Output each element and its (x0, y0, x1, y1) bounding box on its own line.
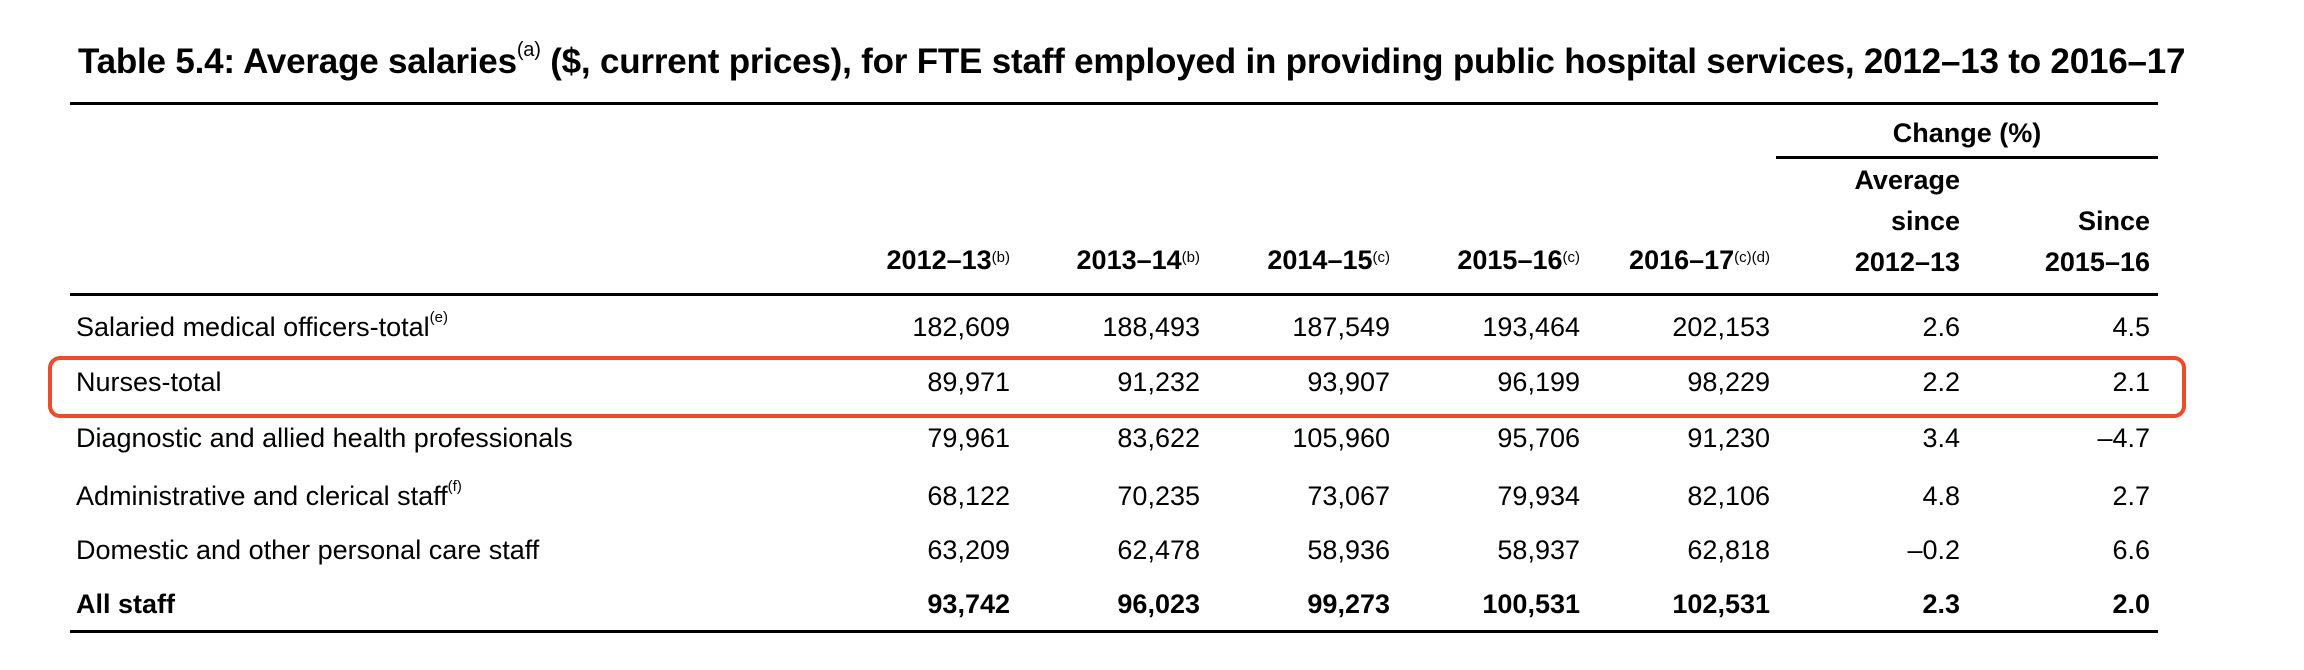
cell-2014-15: 93,907 (1307, 367, 1390, 397)
row-label: Diagnostic and allied health professionals (76, 423, 573, 453)
cell-2013-14: 83,622 (1117, 423, 1200, 453)
cell-2012-13: 63,209 (927, 535, 1010, 565)
cell-2012-13: 89,971 (927, 367, 1010, 397)
cell-2012-13: 79,961 (927, 423, 1010, 453)
change-rule (1776, 156, 2158, 159)
change-group-header: Change (%) (1892, 118, 2042, 148)
title-text: Table 5.4: Average salaries (78, 42, 517, 81)
cell-since-change: –4.7 (2097, 423, 2150, 453)
cell-since-change: 6.6 (2112, 535, 2150, 565)
col-header-since: Since 2015–16 (2044, 206, 2150, 277)
cell-2012-13: 68,122 (927, 481, 1010, 511)
row-label: Administrative and clerical staff$^{(f)}$ (76, 478, 462, 511)
cell-2016-17: 98,229 (1687, 367, 1770, 397)
cell-since-change: 2.0 (2112, 589, 2150, 619)
cell-2016-17: 62,818 (1687, 535, 1770, 565)
cell-2013-14: 96,023 (1117, 589, 1200, 619)
cell-avg-change: 2.2 (1922, 367, 1960, 397)
col-header-2012-13: 2012–13$^{(b)}$ (886, 245, 1010, 275)
col-header-2015-16: 2015–16$^{(c)}$ (1457, 245, 1580, 275)
cell-2014-15: 58,936 (1307, 535, 1390, 565)
cell-2016-17: 82,106 (1687, 481, 1770, 511)
cell-2014-15: 73,067 (1307, 481, 1390, 511)
cell-avg-change: –0.2 (1907, 535, 1960, 565)
table-title (78, 39, 2186, 82)
cell-since-change: 4.5 (2112, 312, 2150, 342)
row-label: Domestic and other personal care staff (76, 535, 540, 565)
row-label: Nurses-total (76, 367, 222, 397)
col-header-2016-17: $2016-17^{(c)(d)}$ (1629, 245, 1770, 275)
cell-2016-17: 102,531 (1672, 589, 1770, 619)
cell-2015-16: 100,531 (1482, 589, 1580, 619)
cell-2013-14: 70,235 (1117, 481, 1200, 511)
top-rule (70, 102, 2158, 105)
cell-since-change: 2.1 (2112, 367, 2150, 397)
cell-2012-13: 93,742 (927, 589, 1010, 619)
title-text-rest: ($, current prices), for FTE staff employed in providing public hospital services, 2012–13 to 2016–17 (540, 42, 2186, 81)
cell-avg-change: 4.8 (1922, 481, 1960, 511)
cell-2015-16: 79,934 (1497, 481, 1580, 511)
row-label: All staff (76, 589, 176, 619)
col-header-2013-14: 2013–14$^{(b)}$ (1076, 245, 1200, 275)
cell-2013-14: 91,232 (1117, 367, 1200, 397)
cell-avg-change: 2.6 (1922, 312, 1960, 342)
footnote-marker: (e) (429, 309, 449, 326)
cell-2015-16: 96,199 (1497, 367, 1580, 397)
cell-since-change: 2.7 (2112, 481, 2150, 511)
row-label: Salaried medical officers-total$^{(e)}$ (76, 309, 449, 342)
col-header-average-since: Average since 2012–13 (1854, 165, 1960, 277)
cell-2014-15: 105,960 (1292, 423, 1390, 453)
footnote-marker: (f) (447, 478, 462, 495)
cell-avg-change: 3.4 (1922, 423, 1960, 453)
col-header-2014-15: 2014–15$^{(c)}$ (1267, 245, 1390, 275)
cell-2013-14: 62,478 (1117, 535, 1200, 565)
cell-2013-14: 188,493 (1102, 312, 1200, 342)
cell-2014-15: 99,273 (1307, 589, 1390, 619)
header-bottom-rule (70, 293, 2158, 296)
cell-2012-13: 182,609 (912, 312, 1010, 342)
cell-2015-16: 58,937 (1497, 535, 1580, 565)
cell-2016-17: 91,230 (1687, 423, 1770, 453)
bottom-rule (70, 630, 2158, 633)
cell-2015-16: 95,706 (1497, 423, 1580, 453)
cell-avg-change: 2.3 (1922, 589, 1960, 619)
cell-2016-17: 202,153 (1672, 312, 1770, 342)
cell-2014-15: 187,549 (1292, 312, 1390, 342)
cell-2015-16: 193,464 (1482, 312, 1580, 342)
title-footnote-marker: (a) (516, 39, 541, 62)
